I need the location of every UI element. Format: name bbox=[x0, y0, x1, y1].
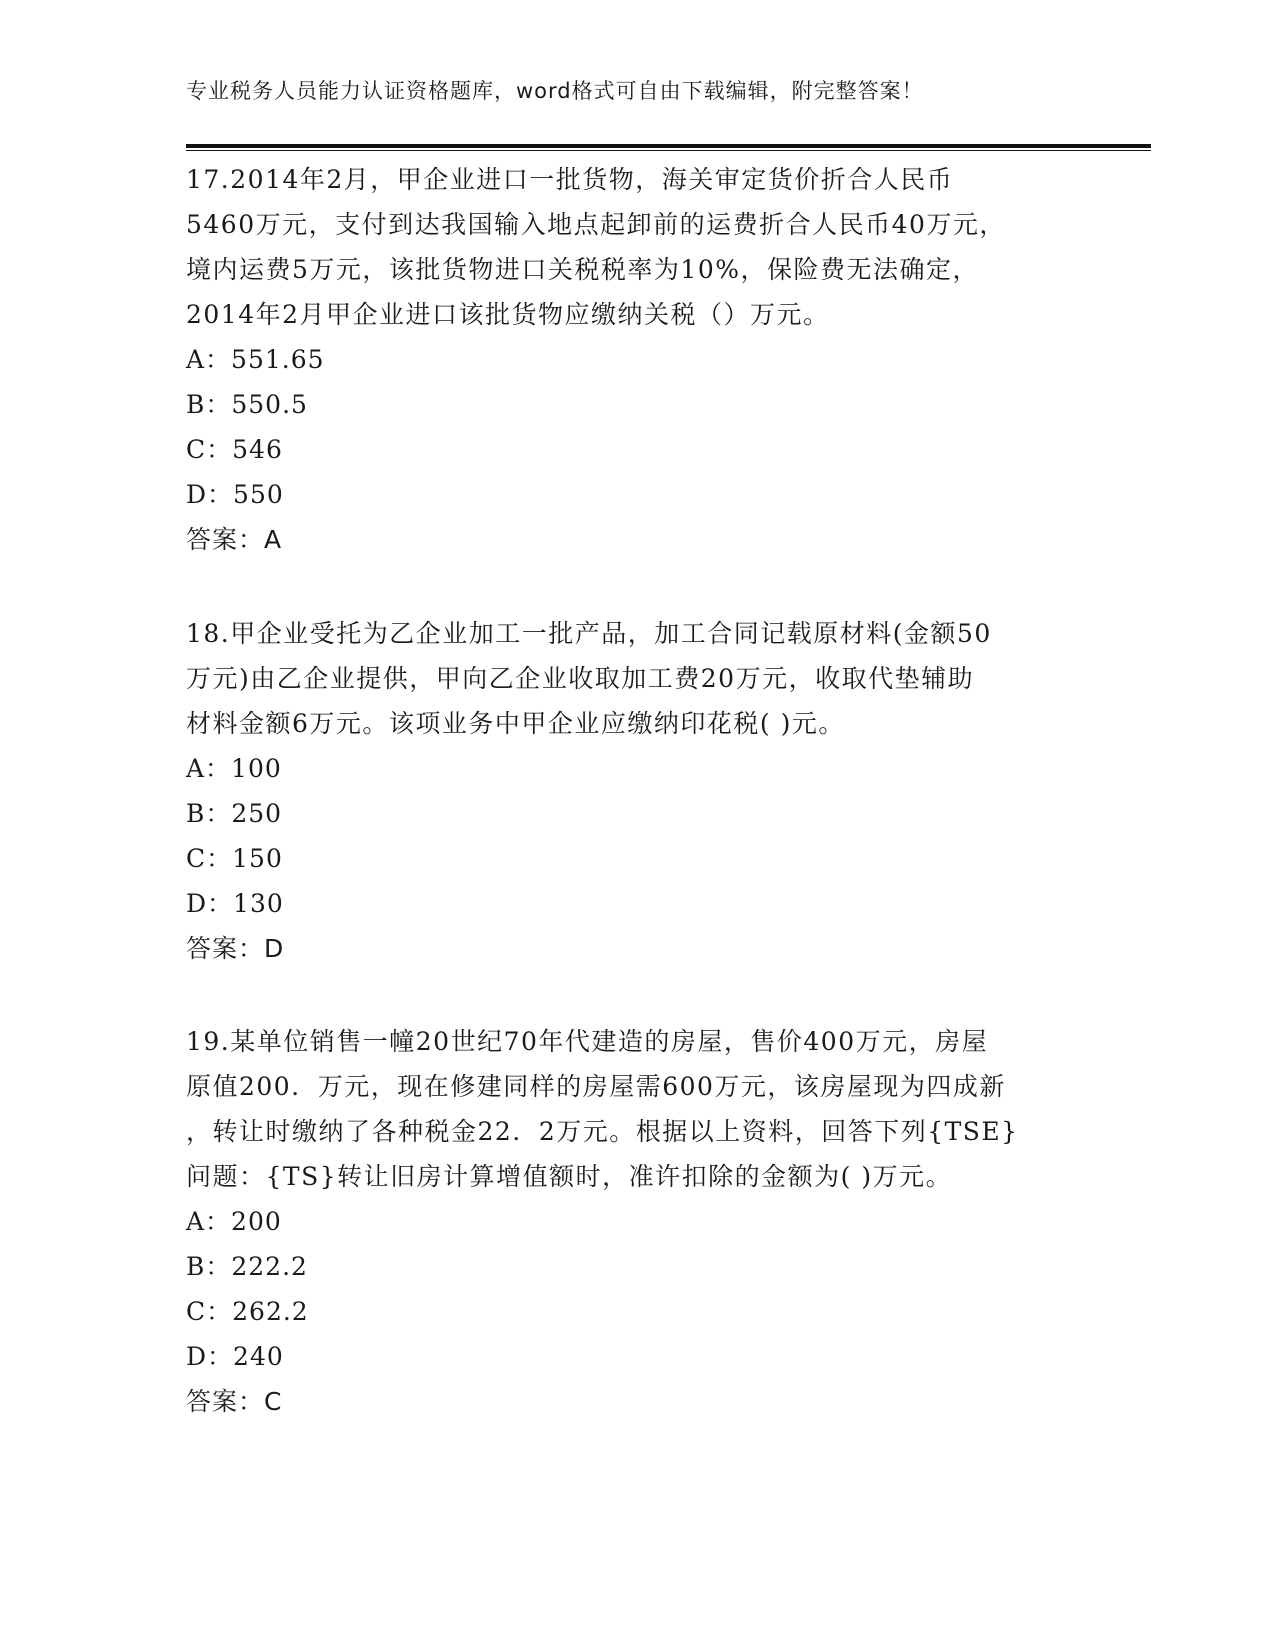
option-d: D：130 bbox=[186, 889, 284, 918]
option-c: C：546 bbox=[186, 435, 283, 464]
option-d: D：240 bbox=[186, 1342, 284, 1371]
option-a: A：551.65 bbox=[186, 345, 325, 374]
header-rule-thick bbox=[186, 144, 1151, 148]
option-a: A：200 bbox=[186, 1207, 282, 1236]
option-b: B：222.2 bbox=[186, 1252, 308, 1281]
question-text-line: 18.甲企业受托为乙企业加工一批产品，加工合同记载原材料(金额50 bbox=[186, 619, 992, 648]
answer-line: 答案：D bbox=[186, 934, 285, 963]
question-text-line: 5460万元，支付到达我国输入地点起卸前的运费折合人民币40万元， bbox=[186, 210, 1006, 239]
answer-line: 答案：A bbox=[186, 525, 283, 554]
header-rule-thin bbox=[186, 150, 1151, 151]
question-18 bbox=[186, 611, 1086, 971]
answer-line: 答案：C bbox=[186, 1387, 283, 1416]
page-header: 专业税务人员能力认证资格题库，word格式可自由下载编辑，附完整答案！ bbox=[186, 79, 924, 103]
option-b: B：550.5 bbox=[186, 390, 308, 419]
option-c: C：262.2 bbox=[186, 1297, 309, 1326]
option-b: B：250 bbox=[186, 799, 283, 828]
question-text-line: 17.2014年2月，甲企业进口一批货物，海关审定货价折合人民币 bbox=[186, 165, 954, 194]
question-text-line: 原值200．万元，现在修建同样的房屋需600万元，该房屋现为四成新 bbox=[186, 1072, 1006, 1101]
question-text-line: 问题：{TS}转让旧房计算增值额时，准许扣除的金额为( )万元。 bbox=[186, 1162, 953, 1191]
question-17 bbox=[186, 157, 1086, 562]
question-19 bbox=[186, 1019, 1086, 1424]
option-c: C：150 bbox=[186, 844, 283, 873]
question-text-line: 材料金额6万元。该项业务中甲企业应缴纳印花税( )元。 bbox=[186, 709, 845, 738]
question-text-line: 2014年2月甲企业进口该批货物应缴纳关税（）万元。 bbox=[186, 300, 830, 329]
question-text-line: 万元)由乙企业提供，甲向乙企业收取加工费20万元，收取代垫辅助 bbox=[186, 664, 975, 693]
question-text-line: 19.某单位销售一幢20世纪70年代建造的房屋，售价400万元，房屋 bbox=[186, 1027, 989, 1056]
question-text-line: ，转让时缴纳了各种税金22．2万元。根据以上资料，回答下列{TSE} bbox=[186, 1117, 1019, 1146]
question-text-line: 境内运费5万元，该批货物进口关税税率为10%，保险费无法确定， bbox=[186, 255, 979, 284]
option-d: D：550 bbox=[186, 480, 284, 509]
option-a: A：100 bbox=[186, 754, 282, 783]
